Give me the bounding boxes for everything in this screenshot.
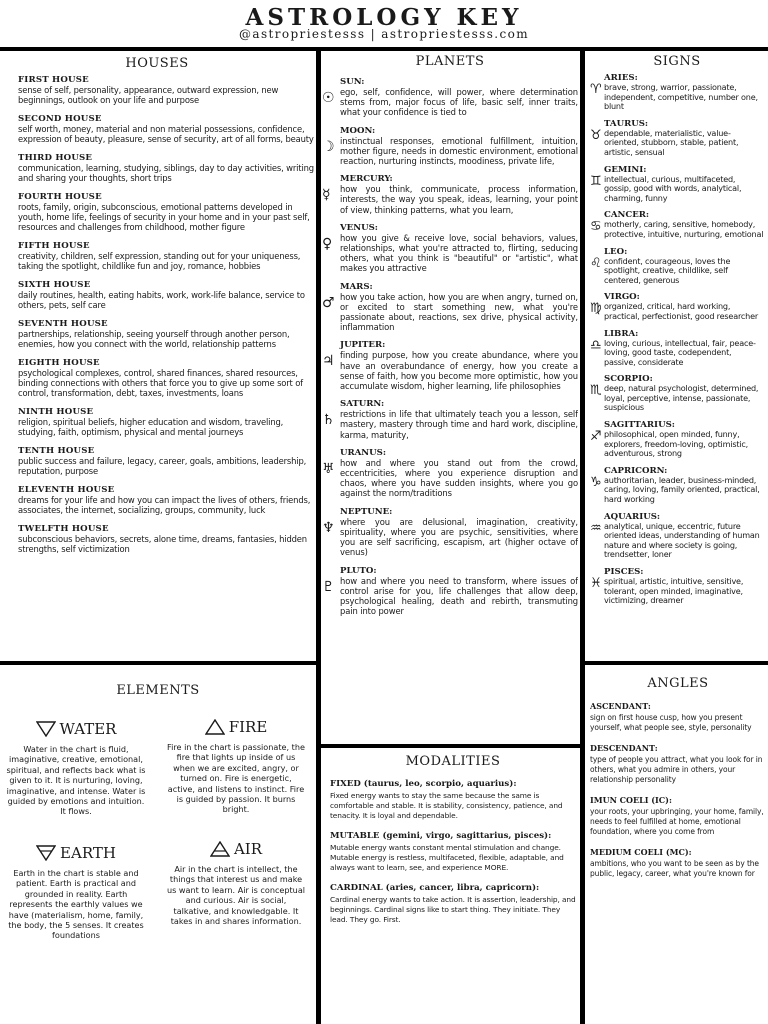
elements-panel — [0, 680, 316, 980]
sign-entry — [590, 247, 764, 286]
scorpio-icon: ♏ — [590, 383, 602, 399]
planet-entry — [322, 77, 578, 118]
house-name: EIGHTH HOUSE — [18, 358, 100, 368]
sign-desc: philosophical, open minded, funny, explorers, freedom-loving, optimistic, adventurous, strong — [604, 429, 748, 459]
planet-desc: instinctual responses, emotional fulfillment, intuition, mother figure, needs in domestic environment, emotional reaction, nurturing instincts, moodiness, private life, — [340, 135, 578, 167]
water-triangle-icon — [36, 721, 56, 737]
leo-icon: ♌ — [590, 255, 602, 271]
planet-desc: how you give & receive love, social behaviors, values, relationships, what you're attracted to, flirting, seducing others, what you think is "beautiful" or "artistic", what makes you attractive — [340, 232, 578, 274]
angle-desc: ambitions, who you want to be seen as by the public, legacy, career, what you're known for — [590, 859, 759, 878]
sign-name: ARIES: — [604, 73, 638, 83]
column-divider-left — [316, 47, 321, 1024]
modality-name: FIXED (taurus, leo, scorpio, aquarius): — [330, 779, 517, 789]
sign-entry — [590, 420, 764, 459]
house-desc: communication, learning, studying, siblings, day to day activities, writing and sharing your thoughts, short trips — [18, 163, 314, 183]
planet-desc: how you think, communicate, process information, interests, the way you speak, ideas, learning, your point of view, thinking patterns, what you learn, — [340, 184, 578, 215]
element-water — [6, 720, 146, 817]
house-entry — [18, 153, 314, 183]
pluto-icon: ♇ — [322, 578, 335, 595]
taurus-icon: ♉ — [590, 127, 602, 143]
fire-triangle-icon — [205, 719, 225, 735]
sagittarius-icon: ♐ — [590, 429, 602, 445]
planet-name: NEPTUNE: — [340, 506, 393, 517]
planet-entry — [322, 174, 578, 215]
sign-desc: analytical, unique, eccentric, future oriented ideas, understanding of human nature and where society is going, trendsetter, loner — [604, 520, 760, 560]
modality-desc: Fixed energy wants to stay the same because the same is comfortable and stable. It is stability, consistency, patience, and tenacity. It is loyal and dependable. — [330, 791, 563, 820]
modalities-panel — [330, 754, 576, 925]
angle-desc: type of people you attract, what you look for in others, what you admire in others, your relationship personality — [590, 755, 763, 784]
planet-entry — [322, 126, 578, 167]
angle-desc: sign on first house cusp, how you present yourself, what people see, style, personality — [590, 713, 752, 732]
sign-name: SCORPIO: — [604, 374, 653, 385]
element-desc: Water in the chart is fluid, imaginative, creative, emotional, spiritual, and reflects back what is given to it. It is nurturing, loving, imaginative, and intense. Water is guided by emotions and intuition. It flows. — [6, 744, 146, 817]
sign-name: CANCER: — [604, 210, 650, 221]
house-desc: public success and failure, legacy, career, goals, ambitions, leadership, reputation, purpose — [18, 456, 307, 476]
page-subtitle: @astropriestesss | astropriestesss.com — [238, 27, 530, 41]
house-entry — [18, 192, 314, 232]
gemini-icon: ♊ — [590, 173, 602, 189]
house-desc: sense of self, personality, appearance, outward expression, new beginnings, outlook on your life and purpose — [18, 85, 279, 105]
angle-desc: your roots, your upbringing, your home, family, needs to feel fulfilled at home, emotional foundation, where you come from — [590, 807, 764, 836]
sign-desc: spiritual, artistic, intuitive, sensitive, tolerant, open minded, imaginative, victimizing, dreamer — [604, 576, 744, 606]
planets-list — [322, 77, 578, 616]
sign-name: LIBRA: — [604, 328, 639, 339]
element-name: EARTH — [60, 844, 116, 862]
houses-title: HOUSES — [125, 56, 189, 71]
aries-icon: ♈ — [590, 82, 602, 97]
sign-entry — [590, 165, 764, 204]
planets-modalities-divider — [318, 744, 582, 748]
planet-name: JUPITER: — [340, 340, 386, 351]
planet-desc: restrictions in life that ultimately teach you a lesson, self mastery, mastery through time and hard work, discipline, karma, maturity, — [340, 409, 578, 440]
neptune-icon: ♆ — [322, 519, 335, 536]
aquarius-icon: ♒ — [590, 520, 602, 536]
house-entry — [18, 485, 314, 515]
house-name: SIXTH HOUSE — [18, 280, 91, 290]
sign-name: LEO: — [604, 246, 628, 257]
sun-icon: ☉ — [322, 90, 335, 106]
houses-panel — [18, 56, 314, 563]
sign-name: TAURUS: — [604, 118, 649, 129]
capricorn-icon: ♑ — [590, 474, 602, 490]
house-entry — [18, 280, 314, 310]
house-entry — [18, 114, 314, 144]
house-desc: daily routines, health, eating habits, work, work-life balance, service to others, pets, self care — [18, 290, 305, 310]
header-divider — [0, 47, 768, 51]
house-name: FIFTH HOUSE — [18, 241, 90, 251]
planets-panel — [322, 54, 578, 624]
air-triangle-icon — [210, 841, 230, 857]
elements-title: ELEMENTS — [116, 683, 200, 698]
element-desc: Earth in the chart is stable and patient. Earth is practical and grounded in reality. Earth represents the earthly values we have (materialism, home, family, the body, the 5 senses. It creates foundations — [8, 868, 144, 941]
house-name: NINTH HOUSE — [18, 407, 94, 417]
element-name: WATER — [59, 720, 117, 738]
sign-name: SAGITTARIUS: — [604, 420, 675, 431]
angles-panel — [590, 676, 766, 879]
planet-name: MARS: — [340, 281, 373, 292]
sign-name: PISCES: — [604, 567, 644, 577]
modality-name: MUTABLE (gemini, virgo, sagittarius, pisces): — [330, 831, 552, 841]
sign-entry — [590, 512, 764, 560]
house-desc: roots, family, origin, subconscious, emotional patterns developed in youth, home life, feelings of security in your home and in your past self, resources and challenges from childhood, mother figure — [18, 202, 310, 232]
angle-name: IMUN COELI (IC): — [590, 795, 672, 805]
modalities-title: MODALITIES — [405, 754, 501, 769]
angle-name: MEDIUM COELI (MC): — [590, 847, 692, 857]
house-name: TWELFTH HOUSE — [18, 524, 109, 534]
planet-entry — [322, 340, 578, 391]
sign-desc: organized, critical, hard working, practical, perfectionist, good researcher — [604, 301, 758, 321]
sign-name: GEMINI: — [604, 164, 647, 175]
planet-name: URANUS: — [340, 447, 387, 458]
angle-name: ASCENDANT: — [590, 701, 651, 711]
house-entry — [18, 241, 314, 271]
planet-name: MERCURY: — [340, 174, 393, 185]
sign-desc: deep, natural psychologist, determined, loyal, perceptive, intense, passionate, suspicious — [604, 383, 759, 413]
modalities-list — [330, 779, 576, 925]
sign-entry — [590, 374, 764, 413]
planet-entry — [322, 566, 578, 617]
column-divider-right — [580, 47, 585, 1024]
element-air — [166, 840, 306, 926]
uranus-icon: ♅ — [322, 460, 335, 477]
planet-entry — [322, 399, 578, 440]
house-desc: creativity, children, self expression, standing out for your uniqueness, taking the spotlight, childlike fun and joy, romance, hobbies — [18, 251, 301, 271]
element-fire — [166, 718, 306, 815]
house-desc: religion, spiritual beliefs, higher education and wisdom, traveling, studying, faith, optimism, physical and mental journeys — [18, 417, 284, 437]
modality-name: CARDINAL (aries, cancer, libra, capricorn): — [330, 883, 540, 893]
house-entry — [18, 407, 314, 437]
house-entry — [18, 75, 314, 105]
planet-desc: how you take action, how you are when angry, turned on, or excited to start something new, what you're passionate about, reactions, sex drive, physical activity, inflammation — [340, 291, 578, 333]
planet-entry — [322, 223, 578, 274]
modality-desc: Cardinal energy wants to take action. It is assertion, leadership, and beginnings. Cardinal signs like to start thing. They initiate. They lead. They go. First. — [330, 895, 576, 924]
modality-desc: Mutable energy wants constant mental stimulation and change. Mutable energy is restless, multifaceted, flexible, adaptable, and always want to learn, see, and experience MORE. — [330, 843, 564, 872]
signs-angles-divider — [580, 661, 768, 665]
house-name: ELEVENTH HOUSE — [18, 485, 115, 495]
mercury-icon: ☿ — [322, 187, 331, 204]
angles-list — [590, 701, 766, 879]
saturn-icon: ♄ — [322, 412, 335, 429]
venus-icon: ♀ — [322, 235, 333, 252]
signs-panel — [590, 54, 764, 613]
planet-name: SATURN: — [340, 399, 385, 410]
house-name: THIRD HOUSE — [18, 153, 93, 163]
sign-desc: authoritarian, leader, business-minded, caring, loving, family oriented, practical, hard working — [604, 474, 760, 505]
sign-entry — [590, 567, 764, 606]
element-desc: Fire in the chart is passionate, the fire that lights up inside of us when we are excited, angry, or turned on. Fire is energetic, active, and listens to instinct. Fire is guided by passion. It burns bright. — [167, 742, 305, 815]
planets-title: PLANETS — [415, 54, 485, 69]
sign-entry — [590, 466, 764, 505]
element-earth — [6, 844, 146, 941]
planet-name: SUN: — [340, 77, 365, 87]
sign-entry — [590, 329, 764, 368]
planet-name: VENUS: — [340, 222, 378, 233]
virgo-icon: ♍ — [590, 301, 602, 317]
page-title: ASTROLOGY KEY — [245, 4, 523, 31]
house-desc: partnerships, relationship, seeing yourself through another person, enemies, how you connect with the world, relationship patterns — [18, 329, 290, 349]
pisces-icon: ♓ — [590, 576, 602, 591]
planet-name: MOON: — [340, 125, 376, 136]
sign-desc: dependable, materialistic, value-oriented, stubborn, stable, patient, artistic, sensual — [604, 127, 739, 157]
house-desc: psychological complexes, control, shared finances, shared resources, binding connections with others that force you to give up some sort of control, transformation, debt, taxes, investments, loans — [18, 368, 303, 398]
planet-desc: how and where you need to transform, where issues of control arise for you, life challenges that allow deep, psychological healing, death and rebirth, transmuting pain into power — [340, 575, 578, 617]
house-entry — [18, 446, 314, 476]
sign-desc: intellectual, curious, multifaceted, gossip, good with words, analytical, charming, funny — [604, 173, 742, 203]
angles-title: ANGLES — [647, 676, 709, 691]
earth-triangle-icon — [36, 845, 56, 861]
libra-icon: ♎ — [590, 337, 602, 353]
house-desc: subconscious behaviors, secrets, alone time, dreams, fantasies, hidden strengths, self victimization — [18, 534, 307, 554]
sign-desc: motherly, caring, sensitive, homebody, protective, intuitive, nurturing, emotional — [604, 219, 764, 239]
cancer-icon: ♋ — [590, 219, 602, 235]
house-entry — [18, 524, 314, 554]
signs-list — [590, 73, 764, 606]
sign-desc: brave, strong, warrior, passionate, independent, competitive, number one, blunt — [604, 82, 758, 112]
element-name: AIR — [233, 840, 263, 858]
house-entry — [18, 358, 314, 398]
house-name: FOURTH HOUSE — [18, 192, 102, 202]
angle-name: DESCENDANT: — [590, 743, 658, 753]
element-name: FIRE — [228, 718, 268, 736]
sign-entry — [590, 292, 764, 321]
jupiter-icon: ♃ — [322, 353, 335, 370]
sign-name: AQUARIUS: — [604, 511, 661, 522]
planet-desc: finding purpose, how you create abundance, where you have an overabundance of energy, how you create a sense of faith, how you become more optimistic, how you accumulate wisdom, higher learning, life philosophies — [340, 350, 578, 392]
mars-icon: ♂ — [322, 294, 335, 311]
sign-desc: confident, courageous, loves the spotlight, creative, childlike, self centered, generous — [604, 255, 731, 285]
signs-title: SIGNS — [653, 54, 701, 69]
sign-entry — [590, 73, 764, 112]
sign-name: CAPRICORN: — [604, 465, 668, 476]
house-entry — [18, 319, 314, 349]
planet-entry — [322, 282, 578, 333]
planet-entry — [322, 448, 578, 499]
house-desc: dreams for your life and how you can impact the lives of others, friends, associates, the internet, socializing, groups, community, luck — [18, 495, 311, 515]
house-desc: self worth, money, material and non material possessions, confidence, expression of beauty, pleasure, sense of security, art of all forms, beauty — [18, 124, 314, 144]
moon-icon: ☽ — [322, 138, 335, 155]
sign-name: VIRGO: — [604, 292, 640, 303]
house-name: SECOND HOUSE — [18, 114, 102, 124]
house-name: SEVENTH HOUSE — [18, 319, 108, 329]
house-name: FIRST HOUSE — [18, 75, 89, 85]
house-name: TENTH HOUSE — [18, 446, 95, 456]
planet-desc: how and where you stand out from the crowd, eccentricities, where you experience disruption and chaos, where you have sudden insights, where you go against the norm/traditions — [340, 457, 578, 499]
sign-desc: loving, curious, intellectual, fair, peace-loving, good taste, codependent, passive, considerate — [604, 337, 756, 367]
planet-desc: where you are delusional, imagination, creativity, spirituality, where you are psychic, sensitivities, where you are self sacrificing, escapism, art (higher octave of venus) — [340, 516, 578, 558]
planet-name: PLUTO: — [340, 565, 377, 576]
element-desc: Air in the chart is intellect, the things that interest us and make us want to learn. Air is conceptual and curious. Air is social, talkative, and knowledgable. It takes in and shares information. — [166, 864, 306, 927]
houses-elements-divider — [0, 661, 318, 665]
sign-entry — [590, 119, 764, 158]
planet-entry — [322, 507, 578, 558]
houses-list — [18, 75, 314, 554]
planet-desc: ego, self, confidence, will power, where determination stems from, major focus of life, basic self, inner traits, what your confidence is tied to — [340, 87, 578, 118]
sign-entry — [590, 210, 764, 239]
